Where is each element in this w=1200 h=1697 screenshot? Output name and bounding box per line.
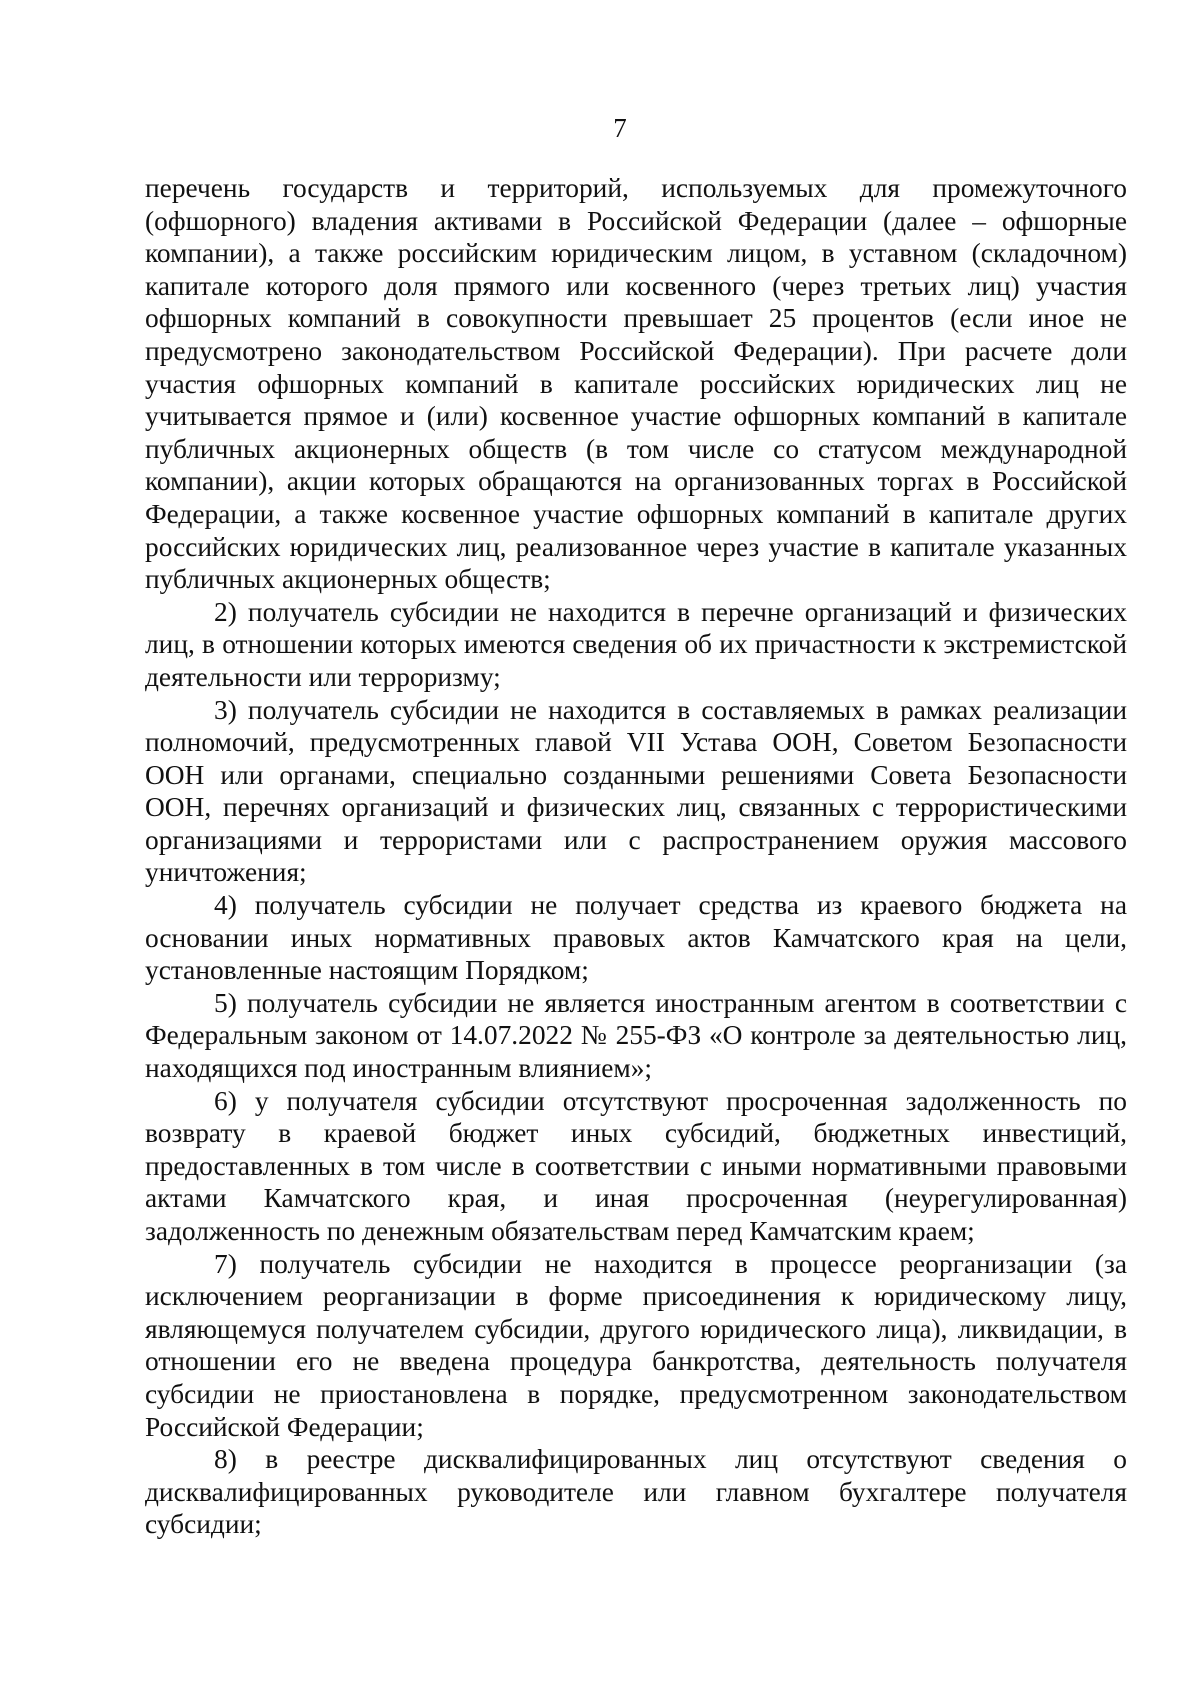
paragraph-item-8: 8) в реестре дисквалифицированных лиц отсутствуют сведения о дисквалифицированных руководителе или главном бухгалтере получателя субсидии; <box>145 1444 1127 1540</box>
paragraph-item-6: 6) у получателя субсидии отсутствуют просроченная задолженность по возврату в краевой бюджет иных субсидий, бюджетных инвестиций, предоставленных в том числе в соответствии с иными нормативными правовыми актами Камчатского края, и иная просроченная (неурегулированная) задолженность по денежным обязательствам перед Камчатским краем; <box>145 1085 1127 1246</box>
paragraph-item-7: 7) получатель субсидии не находится в процессе реорганизации (за исключением реорганизации в форме присоединения к юридическому лицу, являющемуся получателем субсидии, другого юридического лица), ликвидации, в отношении его не введена процедура банкротства, деятельность получателя субсидии не приостановлена в порядке, предусмотренном законодательством Российской Федерации; <box>145 1248 1127 1442</box>
document-body <box>145 172 1127 1541</box>
page-number: 7 <box>613 113 627 143</box>
paragraph-item-4: 4) получатель субсидии не получает средства из краевого бюджета на основании иных нормативных правовых актов Камчатского края на цели, установленные настоящим Порядком; <box>145 890 1127 986</box>
paragraph-continuation: перечень государств и территорий, используемых для промежуточного (офшорного) владения активами в Российской Федерации (далее – офшорные компании), а также российским юридическим лицом, в уставном (складочном) капитале которого доля прямого или косвенного (через третьих лиц) участия офшорных компаний в совокупности превышает 25 процентов (если иное не предусмотрено законодательством Российской Федерации). При расчете доли участия офшорных компаний в капитале российских юридических лиц не учитывается прямое и (или) косвенное участие офшорных компаний в капитале публичных акционерных обществ (в том числе со статусом международной компании), акции которых обращаются на организованных торгах в Российской Федерации, а также косвенное участие офшорных компаний в капитале других российских юридических лиц, реализованное через участие в капитале указанных публичных акционерных обществ; <box>145 173 1127 595</box>
paragraph-item-2: 2) получатель субсидии не находится в перечне организаций и физических лиц, в отношении которых имеются сведения об их причастности к экстремистской деятельности или терроризму; <box>145 596 1127 692</box>
paragraph-item-5: 5) получатель субсидии не является иностранным агентом в соответствии с Федеральным законом от 14.07.2022 № 255-ФЗ «О контроле за деятельностью лиц, находящихся под иностранным влиянием»; <box>145 987 1127 1084</box>
paragraph-item-3: 3) получатель субсидии не находится в составляемых в рамках реализации полномочий, предусмотренных главой VII Устава ООН, Советом Безопасности ООН или органами, специально созданными решениями Совета Безопасности ООН, перечнях организаций и физических лиц, связанных с террористическими организациями и террористами или с распространением оружия массового уничтожения; <box>145 694 1127 888</box>
